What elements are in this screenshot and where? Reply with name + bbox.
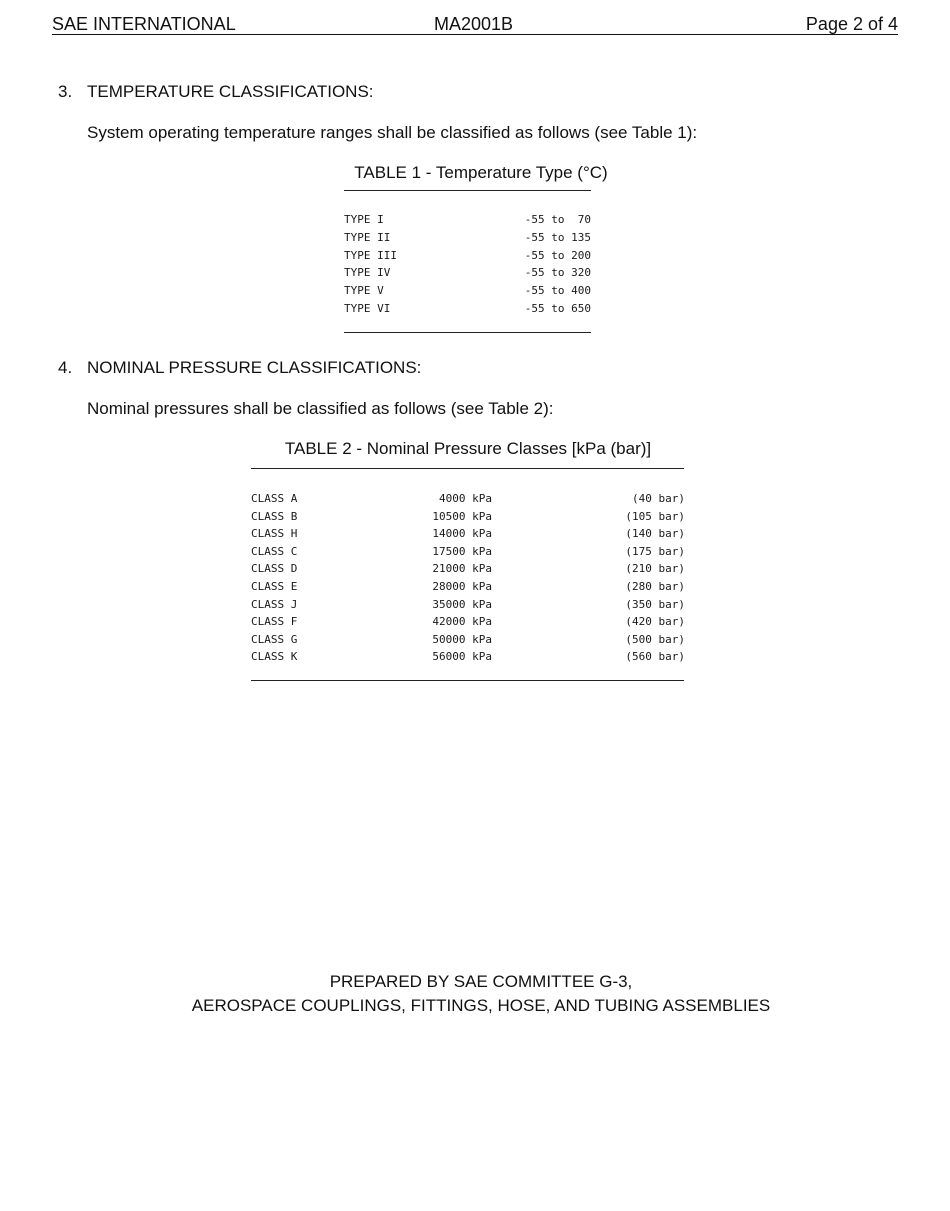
table-2-row <box>251 578 685 596</box>
table-2-row <box>251 631 685 649</box>
pressure-class: CLASS J <box>251 597 298 611</box>
pressure-bar: (560 bar) <box>625 650 685 664</box>
pressure-bar: (210 bar) <box>625 562 685 576</box>
pressure-bar: (420 bar) <box>625 615 685 629</box>
pressure-kpa: 17500 kPa <box>432 544 492 558</box>
table-2-caption: TABLE 2 - Nominal Pressure Classes [kPa (bar)] <box>284 439 652 458</box>
table-2-row <box>251 613 685 631</box>
pressure-class: CLASS A <box>251 492 298 505</box>
pressure-kpa: 35000 kPa <box>432 597 492 611</box>
table-2-bottom-rule <box>251 680 684 681</box>
temperature-type: TYPE VI <box>344 302 391 315</box>
temperature-range: -55 to 70 <box>524 213 591 226</box>
table-1-row <box>344 229 591 247</box>
pressure-bar: (280 bar) <box>625 580 685 593</box>
pressure-kpa: 10500 kPa <box>432 509 492 523</box>
pressure-kpa: 4000 kPa <box>439 492 492 505</box>
document-number: MA2001B <box>434 14 514 34</box>
pressure-class: CLASS F <box>251 615 298 629</box>
table-1-top-rule <box>344 190 591 191</box>
temperature-range: -55 to 320 <box>524 266 591 280</box>
table-2-row <box>251 525 685 543</box>
section-3-text: System operating temperature ranges shall be classified as follows (see Table 1): <box>87 123 698 142</box>
pressure-class: CLASS B <box>251 509 298 523</box>
table-2-row <box>251 596 685 614</box>
org-name: SAE INTERNATIONAL <box>52 14 236 34</box>
pressure-kpa: 21000 kPa <box>432 562 492 576</box>
pressure-kpa: 50000 kPa <box>432 632 492 646</box>
section-4-text: Nominal pressures shall be classified as follows (see Table 2): <box>87 399 554 418</box>
table-1-row <box>344 211 591 229</box>
table-1-row <box>344 282 591 300</box>
page-header <box>52 13 898 35</box>
section-4-title: NOMINAL PRESSURE CLASSIFICATIONS: <box>87 358 422 377</box>
temperature-range: -55 to 650 <box>524 302 591 315</box>
pressure-kpa: 14000 kPa <box>432 527 492 541</box>
table-1-row <box>344 264 591 282</box>
table-2-top-rule <box>251 468 684 469</box>
temperature-range: -55 to 400 <box>524 284 591 298</box>
pressure-class: CLASS E <box>251 580 298 593</box>
pressure-class: CLASS G <box>251 632 298 646</box>
footer-line-1: PREPARED BY SAE COMMITTEE G-3, <box>329 972 633 991</box>
table-2-row <box>251 490 685 508</box>
table-1-bottom-rule <box>344 332 591 333</box>
temperature-type: TYPE II <box>344 230 391 244</box>
temperature-type: TYPE III <box>344 248 397 262</box>
pressure-kpa: 56000 kPa <box>432 650 492 664</box>
temperature-range: -55 to 135 <box>524 230 591 244</box>
section-3-number: 3. <box>58 82 73 101</box>
pressure-class: CLASS D <box>251 562 298 576</box>
pressure-kpa: 42000 kPa <box>432 615 492 629</box>
table-1-caption: TABLE 1 - Temperature Type (°C) <box>354 163 608 182</box>
table-2-row <box>251 648 685 666</box>
committee-footer <box>0 970 950 1018</box>
table-1-row <box>344 300 591 318</box>
table-2-row <box>251 560 685 578</box>
table-1-body <box>344 211 591 319</box>
pressure-bar: (140 bar) <box>625 527 685 541</box>
section-4-number: 4. <box>58 358 73 377</box>
pressure-bar: (40 bar) <box>632 492 685 505</box>
pressure-class: CLASS K <box>251 650 298 664</box>
pressure-bar: (105 bar) <box>625 509 685 523</box>
table-2-row <box>251 543 685 561</box>
table-1-row <box>344 247 591 265</box>
table-2-row <box>251 508 685 526</box>
pressure-kpa: 28000 kPa <box>432 580 492 593</box>
temperature-type: TYPE V <box>344 284 384 298</box>
temperature-type: TYPE IV <box>344 266 391 280</box>
pressure-class: CLASS C <box>251 544 298 558</box>
footer-line-2: AEROSPACE COUPLINGS, FITTINGS, HOSE, AND TUBING ASSEMBLIES <box>191 996 771 1015</box>
pressure-bar: (175 bar) <box>625 544 685 558</box>
pressure-bar: (350 bar) <box>625 597 685 611</box>
temperature-range: -55 to 200 <box>524 248 591 262</box>
temperature-type: TYPE I <box>344 213 384 226</box>
pressure-bar: (500 bar) <box>625 632 685 646</box>
pressure-class: CLASS H <box>251 527 298 541</box>
section-3-title: TEMPERATURE CLASSIFICATIONS: <box>87 82 374 101</box>
table-2-body <box>251 490 685 670</box>
page-number: Page 2 of 4 <box>805 14 898 34</box>
